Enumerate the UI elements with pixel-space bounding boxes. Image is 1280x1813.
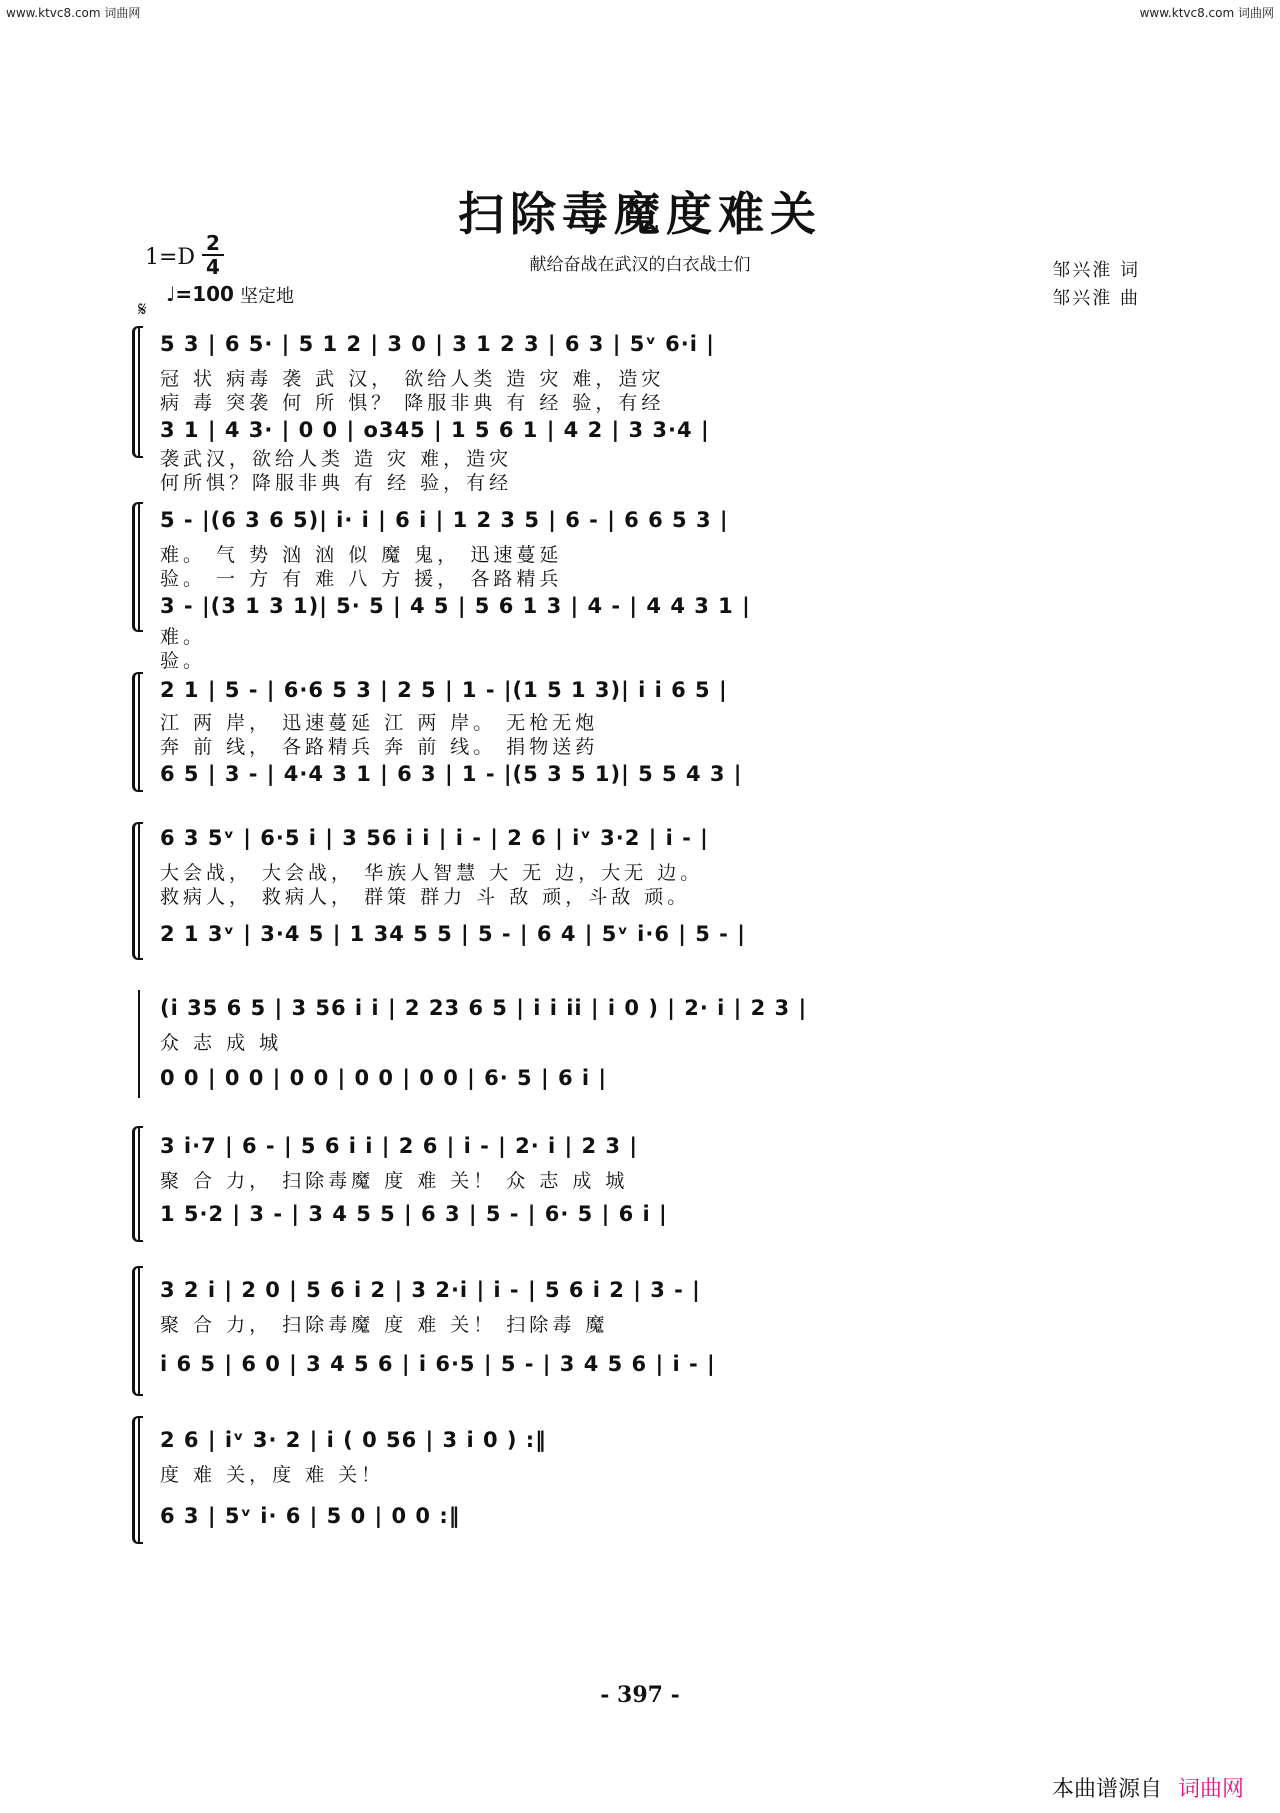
time-signature (202, 232, 224, 278)
upper-voice-notes: 2 1 | 5 - | 6·6 5 3 | 2 5 | 1 - |(1 5 1 3)| i i 6 5 | (160, 678, 728, 702)
upper-voice-notes: 3 2 i | 2 0 | 5 6 i 2 | 3 2·i | i - | 5 6 i 2 | 3 - | (160, 1278, 701, 1302)
upper-voice-notes: 5 - |(6 3 6 5)| i· i | 6 i | 1 2 3 5 | 6 - | 6 6 5 3 | (160, 508, 729, 532)
score-system-7 (138, 1262, 1138, 1392)
lyric-verse-1: 难。 气 势 汹 汹 似 魔 鬼， 迅速蔓延 (160, 544, 563, 566)
lyric-verse-1: 聚 合 力， 扫除毒魔 度 难 关！ 众 志 成 城 (160, 1170, 629, 1192)
segno-icon: 𝄋 (138, 297, 147, 321)
time-bottom: 4 (202, 254, 224, 278)
lyric-verse-1: 江 两 岸， 迅速蔓延 江 两 岸。 无枪无炮 (160, 712, 599, 734)
lower-voice-notes: 6 3 | 5ᵛ i· 6 | 5 0 | 0 0 :‖ (160, 1504, 461, 1528)
page-number: - 397 - (600, 1682, 680, 1708)
time-top: 2 (206, 231, 220, 255)
lyric-verse-1: 冠 状 病毒 袭 武 汉， 欲给人类 造 灾 难，造灾 (160, 368, 665, 390)
lower-voice-notes: 3 - |(3 1 3 1)| 5· 5 | 4 5 | 5 6 1 3 | 4 - | 4 4 3 1 | (160, 594, 751, 618)
score-system-3 (138, 668, 1138, 788)
footer-source (1052, 1772, 1244, 1803)
score-system-8 (138, 1412, 1138, 1540)
lyric-verse-1: 大会战， 大会战， 华族人智慧 大 无 边，大无 边。 (160, 862, 704, 884)
system-barline (138, 1416, 140, 1542)
lyric-verse-1: 度 难 关，度 难 关！ (160, 1464, 385, 1486)
score-system-5 (138, 986, 1138, 1098)
lower-lyric-verse-2: 何所惧？降服非典 有 经 验，有经 (160, 472, 513, 494)
upper-voice-notes: (i 35 6 5 | 3 56 i i | 2 23 6 5 | i i ii | i 0 ) | 2· i | 2 3 | (160, 996, 808, 1020)
upper-voice-notes: 6 3 5ᵛ | 6·5 i | 3 56 i i | i - | 2 6 | iᵛ 3·2 | i - | (160, 826, 709, 850)
footer-brand-link[interactable]: 词曲网 (1177, 1777, 1244, 1802)
system-barline (138, 502, 140, 630)
key-signature: 1=D (145, 245, 196, 270)
system-barline (138, 326, 140, 456)
upper-voice-notes: 2 6 | iᵛ 3· 2 | i ( 0 56 | 3 i 0 ) :‖ (160, 1428, 547, 1452)
footer-source-label: 本曲谱源自 (1051, 1777, 1162, 1802)
lyric-verse-1: 众 志 成 城 (160, 1032, 283, 1054)
system-barline (138, 672, 140, 790)
lyric-verse-2: 验。 一 方 有 难 八 方 援， 各路精兵 (160, 568, 563, 590)
lyric-verse-2: 病 毒 突袭 何 所 惧？ 降服非典 有 经 验，有经 (160, 392, 665, 414)
lower-lyric-verse-1: 袭武汉，欲给人类 造 灾 难，造灾 (160, 448, 513, 470)
lower-lyric-verse-2: 验。 (160, 650, 207, 672)
lower-voice-notes: 2 1 3ᵛ | 3·4 5 | 1 34 5 5 | 5 - | 6 4 | 5ᵛ i·6 | 5 - | (160, 922, 746, 946)
system-barline (138, 1266, 140, 1394)
system-barline (138, 822, 140, 958)
composer-credit: 邹兴淮 曲 (1052, 288, 1140, 309)
lyricist-credit: 邹兴淮 词 (1052, 260, 1140, 281)
site-watermark-left: www.ktvc8.com 词曲网 (6, 6, 141, 20)
score-system-4 (138, 818, 1138, 958)
lyric-verse-1: 聚 合 力， 扫除毒魔 度 难 关！ 扫除毒 魔 (160, 1314, 609, 1336)
score-system-1 (138, 320, 1138, 494)
lyric-verse-2: 奔 前 线， 各路精兵 奔 前 线。 捐物送药 (160, 736, 599, 758)
system-barline (138, 1126, 140, 1240)
lower-voice-notes: i 6 5 | 6 0 | 3 4 5 6 | i 6·5 | 5 - | 3 4 5 6 | i - | (160, 1352, 716, 1376)
score-system-6 (138, 1122, 1138, 1238)
site-watermark-right: www.ktvc8.com 词曲网 (1139, 6, 1274, 20)
tempo-mark: ♩=100 (166, 282, 234, 306)
upper-voice-notes: 3 i·7 | 6 - | 5 6 i i | 2 6 | i - | 2· i | 2 3 | (160, 1134, 639, 1158)
lower-voice-notes: 3 1 | 4 3· | 0 0 | o345 | 1 5 6 1 | 4 2 | 3 3·4 | (160, 418, 710, 442)
lower-voice-notes: 6 5 | 3 - | 4·4 3 1 | 6 3 | 1 - |(5 3 5 1)| 5 5 4 3 | (160, 762, 743, 786)
lyric-verse-2: 救病人， 救病人， 群策 群力 斗 敌 顽，斗敌 顽。 (160, 886, 691, 908)
song-subtitle: 献给奋战在武汉的白衣战士们 (529, 255, 751, 275)
lower-voice-notes: 1 5·2 | 3 - | 3 4 5 5 | 6 3 | 5 - | 6· 5 | 6 i | (160, 1202, 668, 1226)
lower-voice-notes: 0 0 | 0 0 | 0 0 | 0 0 | 0 0 | 6· 5 | 6 i | (160, 1066, 608, 1090)
tempo-word: 坚定地 (240, 286, 294, 307)
lower-lyric-verse-1: 难。 (160, 626, 207, 648)
song-title: 扫除毒魔度难关 (458, 187, 822, 241)
system-barline (138, 990, 140, 1098)
score-system-2 (138, 498, 1138, 672)
upper-voice-notes: 5 3 | 6 5· | 5 1 2 | 3 0 | 3 1 2 3 | 6 3 | 5ᵛ 6·i | (160, 332, 715, 356)
